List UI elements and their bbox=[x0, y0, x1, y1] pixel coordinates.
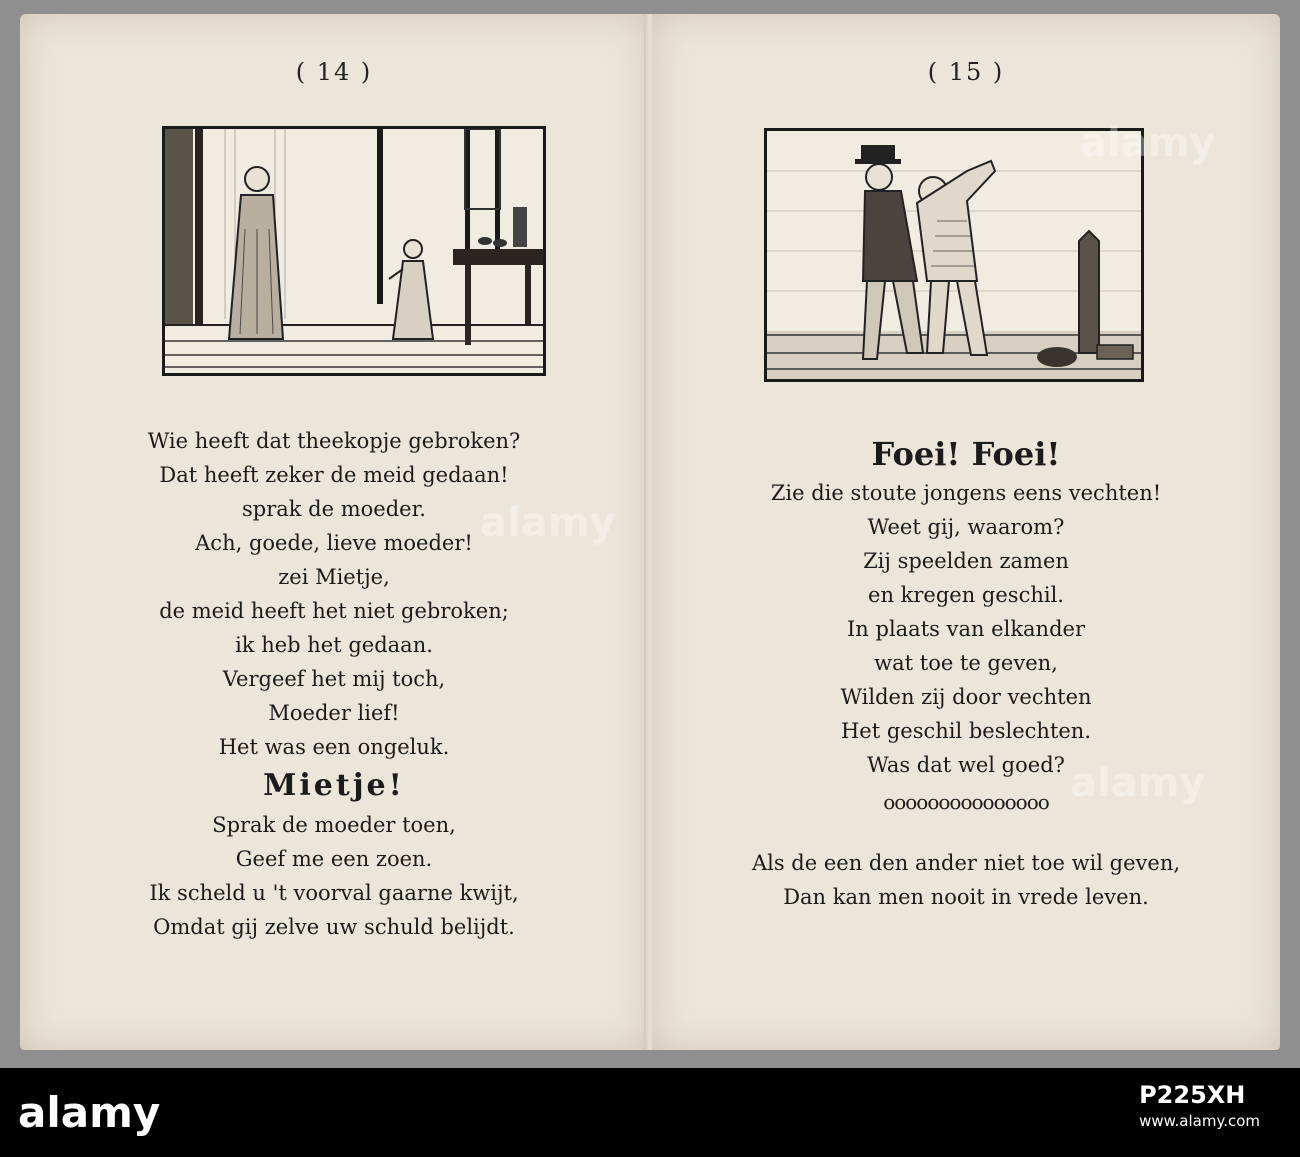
text-line: wat toe te geven, bbox=[874, 651, 1058, 675]
site-url: www.alamy.com bbox=[1139, 1112, 1260, 1130]
text-line: zei Mietje, bbox=[278, 565, 390, 589]
text-line: Het geschil beslechten. bbox=[840, 719, 1092, 743]
page-number-14: ( 14 ) bbox=[295, 58, 373, 86]
text-line: Weet gij, waarom? bbox=[867, 515, 1065, 539]
page-number-15: ( 15 ) bbox=[927, 58, 1005, 86]
watermark: alamy bbox=[1080, 120, 1216, 166]
text-line: Geef me een zoen. bbox=[235, 847, 433, 871]
text-line: Omdat gij zelve uw schuld belijdt. bbox=[153, 915, 515, 939]
woodcut-illustration-mother-daughter bbox=[162, 126, 546, 376]
text-line: Wie heeft dat theekopje gebroken? bbox=[147, 429, 521, 453]
text-line: Dat heeft zeker de meid gedaan! bbox=[159, 463, 509, 487]
woodcut-illustration-fighting-boys bbox=[764, 128, 1144, 382]
stock-footer-bar bbox=[0, 1068, 1300, 1157]
text-line: Ik scheld u 't voorval gaarne kwijt, bbox=[149, 881, 519, 905]
right-page-text bbox=[652, 432, 1280, 914]
text-line: Vergeef het mij toch, bbox=[222, 667, 446, 691]
text-line: Zij speelden zamen bbox=[863, 549, 1069, 573]
moral-line: Als de een den ander niet toe wil geven, bbox=[751, 851, 1181, 875]
text-line: Moeder lief! bbox=[268, 701, 400, 725]
watermark: alamy bbox=[1070, 760, 1206, 806]
text-line: en kregen geschil. bbox=[868, 583, 1064, 607]
text-line: Was dat wel goed? bbox=[867, 753, 1065, 777]
moral-line: Dan kan men nooit in vrede leven. bbox=[783, 885, 1149, 909]
image-id: P225XH bbox=[1139, 1081, 1246, 1109]
ornament-divider: ᴏᴏᴏᴏᴏᴏᴏᴏᴏᴏᴏᴏᴏᴏᴏ bbox=[883, 790, 1049, 814]
text-line: Sprak de moeder toen, bbox=[212, 813, 456, 837]
watermark: alamy bbox=[480, 500, 616, 546]
text-line: Het was een ongeluk. bbox=[218, 735, 450, 759]
text-line: sprak de moeder. bbox=[242, 497, 426, 521]
text-line: In plaats van elkander bbox=[847, 617, 1085, 641]
alamy-logo: alamy bbox=[18, 1088, 161, 1137]
text-line: de meid heeft het niet gebroken; bbox=[159, 599, 509, 623]
heading-mietje: Mietje! bbox=[263, 768, 405, 803]
text-line: Ach, goede, lieve moeder! bbox=[195, 531, 473, 555]
text-line: ik heb het gedaan. bbox=[235, 633, 433, 657]
text-line: Wilden zij door vechten bbox=[840, 685, 1092, 709]
image-meta bbox=[1139, 1080, 1260, 1132]
text-line: Zie die stoute jongens eens vechten! bbox=[770, 481, 1162, 505]
right-page bbox=[652, 14, 1280, 1050]
page-title: Foei! Foei! bbox=[871, 435, 1061, 473]
